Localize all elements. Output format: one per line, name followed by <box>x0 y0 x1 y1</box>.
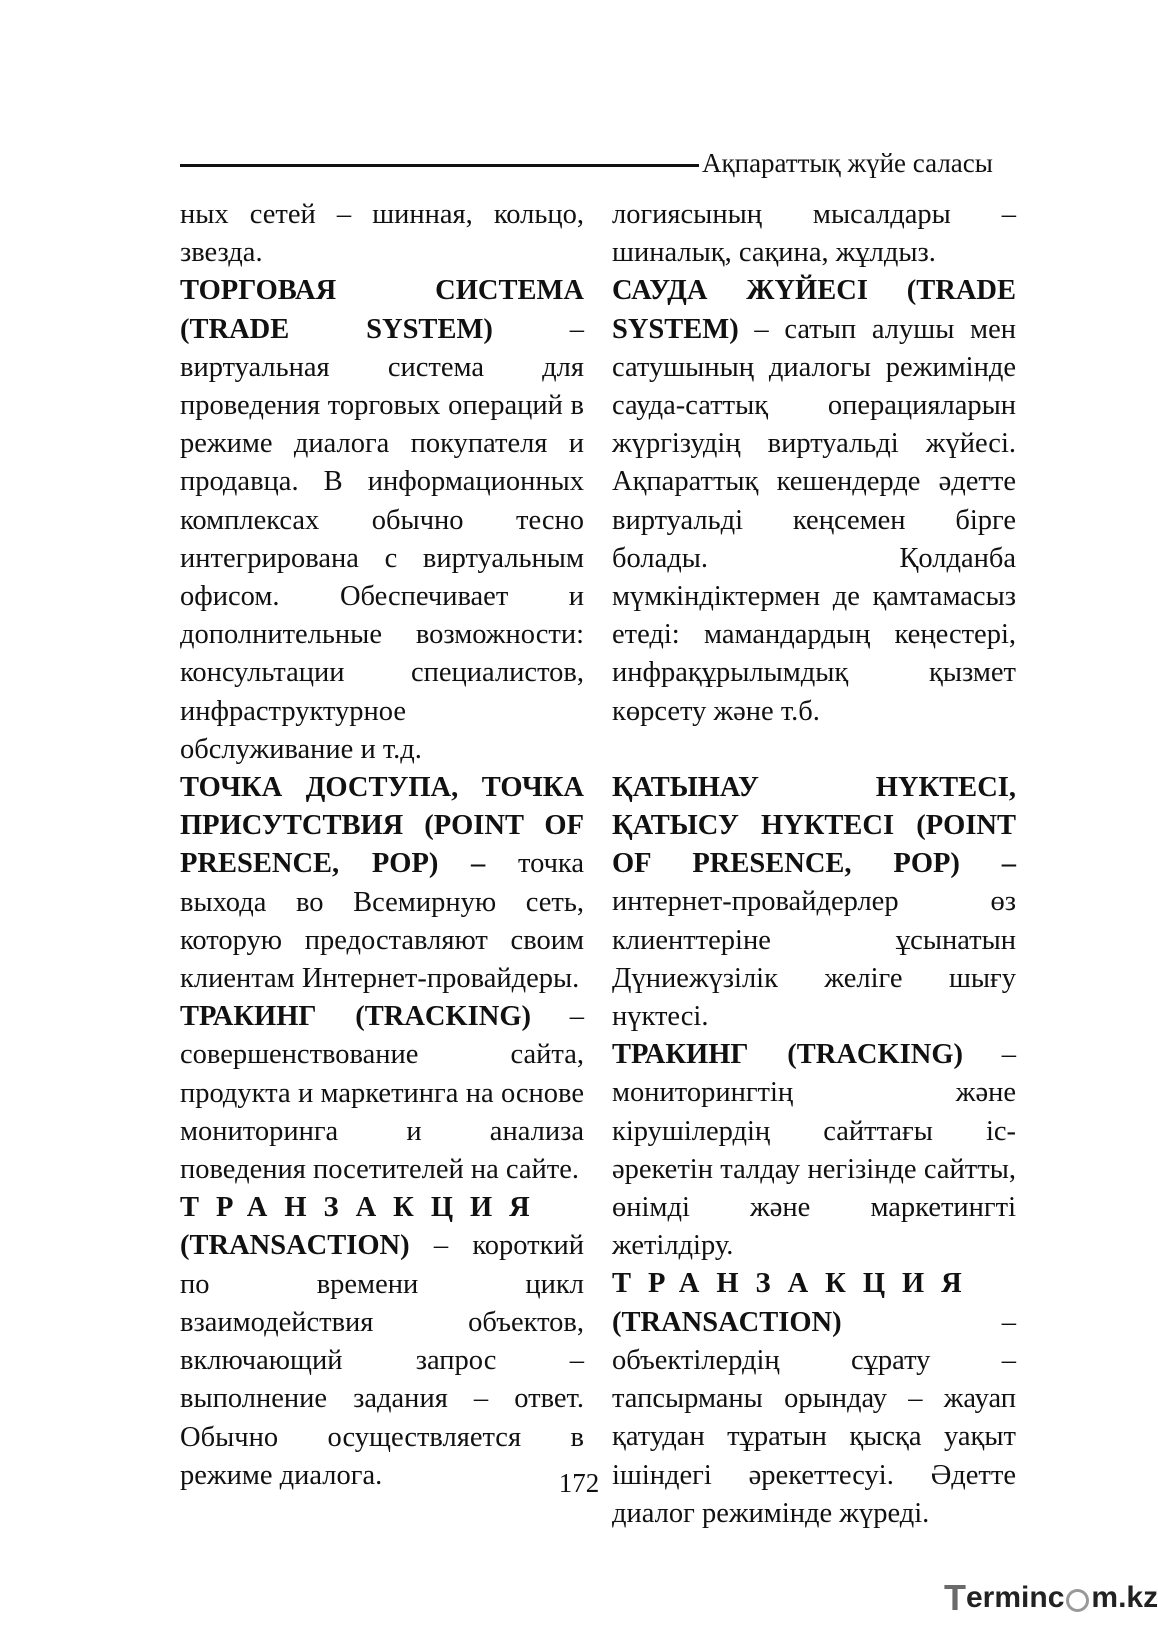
entry-tracking <box>612 1036 1016 1265</box>
running-header: Ақпараттық жүйе саласы <box>702 148 993 178</box>
page-number: 172 <box>558 1468 600 1498</box>
entry-term: ТРАКИНГ (TRACKING) <box>180 1001 531 1033</box>
entry-trade-system <box>180 272 584 769</box>
spacer <box>612 731 1016 769</box>
header-rule <box>180 164 699 167</box>
entry-transaction <box>180 1189 584 1495</box>
entry-trade-system <box>612 272 1016 730</box>
entry-definition: интернет-провайдерлер өз клиенттеріне ұсынатын Дүниежүзілік желіге шығу нүктесі. <box>612 886 1016 1033</box>
entry-term-spaced: ТРАНЗАКЦИЯ <box>612 1268 979 1300</box>
termincom-logo: T ermin c m.kz <box>944 1577 1158 1618</box>
entry-definition: – мониторингтің және кірушілердің сайттағы іс-әрекетін талдау негізінде сайтты, өнімді және маркетингті жетілдіру. <box>612 1039 1017 1262</box>
entry-definition: – сатып алушы мен сатушының диалогы режимінде сауда-саттық операцияларын жүргізудің виртуальді жүйесі. Ақпараттық кешендерде әдетте виртуальді кеңсемен бірге болады. Қолданба мүмкіндіктермен де қамтамасыз етеді: мамандардың кеңестері, инфрақұрылымдық қызмет көрсету және т.б. <box>612 313 1016 727</box>
entry-definition: – виртуальная система для проведения торговых операций в режиме диалога покупателя и продавца. В информационных комплексах обычно тесно интегрирована с виртуальным офисом. Обеспечивает и дополнительные возможности: консультации специалистов, инфраструктурное обслуживание и т.д. <box>180 313 585 765</box>
entry-term: (TRANSACTION) <box>180 1230 410 1262</box>
entry-term: ТРАКИНГ (TRACKING) <box>612 1039 963 1071</box>
entry-definition: точка выхода во Всемирную сеть, которую предоставляют своим клиентам Интернет-провайдеры. <box>180 848 584 995</box>
entry-point-of-presence <box>612 769 1016 1036</box>
entry-term: ТОРГОВАЯ СИСТЕМА (TRADE SYSTEM) <box>180 275 584 345</box>
entry-tracking <box>180 998 584 1189</box>
entry-definition: – объектілердің сұрату – тапсырманы орындау – жауап қатудан тұратын қысқа уақыт ішіндегі әрекеттесуі. Әдетте диалог режимінде жүреді. <box>612 1306 1016 1529</box>
entry-term: ҚАТЫНАУ НҮКТЕСІ, ҚАТЫСУ НҮКТЕСІ (POINT OF PRESENCE, POP) – <box>612 771 1016 880</box>
entry-definition: – совершенствование сайта, продукта и маркетинга на основе мониторинга и анализа поведения посетителей на сайте. <box>180 1001 585 1186</box>
entry-term-spaced: ТРАНЗАКЦИЯ <box>180 1192 547 1224</box>
entry-term: САУДА ЖҮЙЕСІ (TRADE SYSTEM) <box>612 275 1016 345</box>
entry-term: ТОЧКА ДОСТУПА, ТОЧКА ПРИСУТСТВИЯ (POINT OF PRESENCE, POP) – <box>180 772 584 880</box>
entry-point-of-presence <box>180 769 584 998</box>
left-column <box>180 196 584 1495</box>
magnifier-icon <box>1066 1589 1089 1612</box>
entry-term: (TRANSACTION) <box>612 1306 842 1338</box>
right-column <box>612 196 1016 1533</box>
entry-continuation: логиясының мысалдары – шиналық, сақина, жұлдыз. <box>612 199 1016 269</box>
entry-continuation: ных сетей – шинная, кольцо, звезда. <box>180 199 584 269</box>
entry-definition: – короткий по времени цикл взаимодействия объектов, включающий запрос – выполнение задания – ответ. Обычно осуществляется в режиме диалога. <box>180 1230 584 1491</box>
